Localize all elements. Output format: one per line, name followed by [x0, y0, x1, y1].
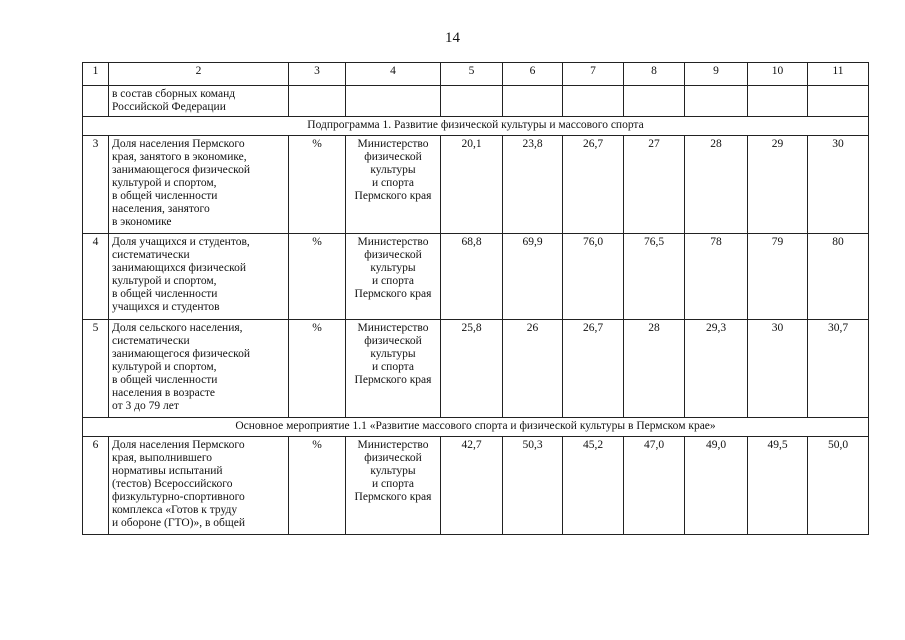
- value-cell: 30: [748, 320, 808, 418]
- row-number: 6: [83, 437, 109, 535]
- org-cell: Министерство физической культуры и спорта Пермского края: [346, 320, 441, 418]
- value-cell: 20,1: [441, 136, 503, 234]
- value-cell: [441, 86, 503, 117]
- value-cell: 49,5: [748, 437, 808, 535]
- unit-cell: %: [289, 234, 346, 320]
- value-cell: 45,2: [563, 437, 624, 535]
- value-cell: 30: [808, 136, 869, 234]
- value-cell: 49,0: [685, 437, 748, 535]
- col-header: 9: [685, 63, 748, 86]
- col-header: 4: [346, 63, 441, 86]
- indicator-name: Доля учащихся и студентов, систематически занимающихся физической культурой и спортом, в общей численности учащихся и студентов: [109, 234, 289, 320]
- unit-cell: %: [289, 437, 346, 535]
- value-cell: 42,7: [441, 437, 503, 535]
- column-numbers-row: [83, 63, 869, 86]
- value-cell: 76,5: [624, 234, 685, 320]
- col-header: 2: [109, 63, 289, 86]
- value-cell: 26,7: [563, 320, 624, 418]
- indicators-table: [82, 62, 869, 535]
- value-cell: 29,3: [685, 320, 748, 418]
- row-number: 5: [83, 320, 109, 418]
- section-row-subprogram: [83, 117, 869, 136]
- value-cell: 30,7: [808, 320, 869, 418]
- table-row: [83, 234, 869, 320]
- page-number: 14: [445, 30, 460, 46]
- col-header: 11: [808, 63, 869, 86]
- col-header: 6: [503, 63, 563, 86]
- section-title: Подпрограмма 1. Развитие физической культуры и массового спорта: [83, 117, 869, 136]
- org-cell: Министерство физической культуры и спорта Пермского края: [346, 234, 441, 320]
- col-header: 1: [83, 63, 109, 86]
- table-row-continuation: [83, 86, 869, 117]
- col-header: 8: [624, 63, 685, 86]
- col-header: 5: [441, 63, 503, 86]
- unit-cell: %: [289, 136, 346, 234]
- org-cell: Министерство физической культуры и спорта Пермского края: [346, 136, 441, 234]
- value-cell: 80: [808, 234, 869, 320]
- indicator-name: в состав сборных команд Российской Федерации: [109, 86, 289, 117]
- value-cell: 23,8: [503, 136, 563, 234]
- value-cell: 26,7: [563, 136, 624, 234]
- value-cell: 28: [685, 136, 748, 234]
- col-header: 7: [563, 63, 624, 86]
- unit-cell: [289, 86, 346, 117]
- value-cell: 78: [685, 234, 748, 320]
- value-cell: 47,0: [624, 437, 685, 535]
- value-cell: 76,0: [563, 234, 624, 320]
- indicator-name: Доля населения Пермского края, выполнившего нормативы испытаний (тестов) Всероссийского физкультурно-спортивного комплекса «Готов к труду и обороне (ГТО)», в общей: [109, 437, 289, 535]
- col-header: 3: [289, 63, 346, 86]
- section-title: Основное мероприятие 1.1 «Развитие массового спорта и физической культуры в Пермском крае»: [83, 418, 869, 437]
- unit-cell: %: [289, 320, 346, 418]
- row-number: [83, 86, 109, 117]
- value-cell: 26: [503, 320, 563, 418]
- row-number: 3: [83, 136, 109, 234]
- row-number: 4: [83, 234, 109, 320]
- value-cell: [685, 86, 748, 117]
- value-cell: 50,3: [503, 437, 563, 535]
- org-cell: Министерство физической культуры и спорта Пермского края: [346, 437, 441, 535]
- section-row-main-activity: [83, 418, 869, 437]
- org-cell: [346, 86, 441, 117]
- value-cell: 29: [748, 136, 808, 234]
- value-cell: 25,8: [441, 320, 503, 418]
- value-cell: 68,8: [441, 234, 503, 320]
- indicator-name: Доля сельского населения, систематически занимающегося физической культурой и спортом, в общей численности населения в возрасте от 3 до 79 лет: [109, 320, 289, 418]
- indicator-name: Доля населения Пермского края, занятого в экономике, занимающегося физической культурой и спортом, в общей численности населения, занятого в экономике: [109, 136, 289, 234]
- value-cell: [503, 86, 563, 117]
- value-cell: 50,0: [808, 437, 869, 535]
- value-cell: 28: [624, 320, 685, 418]
- value-cell: [624, 86, 685, 117]
- value-cell: [748, 86, 808, 117]
- table-row: [83, 136, 869, 234]
- value-cell: 27: [624, 136, 685, 234]
- col-header: 10: [748, 63, 808, 86]
- value-cell: 79: [748, 234, 808, 320]
- table-row: [83, 320, 869, 418]
- value-cell: 69,9: [503, 234, 563, 320]
- table-row: [83, 437, 869, 535]
- value-cell: [808, 86, 869, 117]
- value-cell: [563, 86, 624, 117]
